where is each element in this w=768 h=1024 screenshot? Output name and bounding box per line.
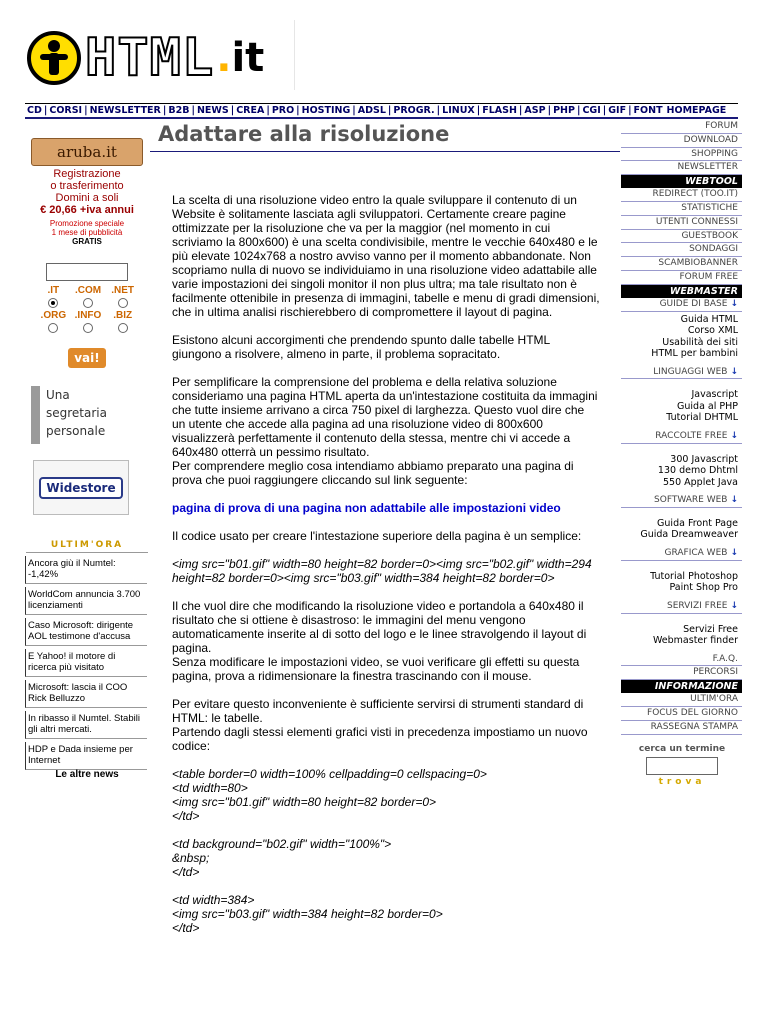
- nav-separator: |: [191, 105, 195, 116]
- article-body: [172, 193, 600, 949]
- nav-item[interactable]: CGI: [582, 105, 601, 116]
- tld-option[interactable]: .INFO: [71, 310, 106, 333]
- sidebar-link-group: [621, 312, 742, 366]
- news-item[interactable]: Ancora giù il Numtel: -1,42%: [25, 556, 147, 584]
- aruba-promo-2: 1 mese di pubblicità: [51, 228, 123, 238]
- radio-icon: [48, 298, 58, 308]
- nav-item[interactable]: HOSTING: [301, 105, 351, 116]
- aruba-line-2: o trasferimento: [50, 180, 124, 193]
- sidebar-link-group: [621, 622, 742, 653]
- secretaria-line: personale: [46, 424, 106, 438]
- nav-separator: |: [436, 105, 441, 116]
- nav-item[interactable]: ASP: [524, 105, 546, 116]
- ultimora-heading: ULTIM'ORA: [26, 540, 148, 553]
- search-label: cerca un termine: [638, 744, 726, 754]
- sidebar-dropdown-grafica[interactable]: GRAFICA WEB ↓: [621, 547, 742, 561]
- sidebar-link-group: [621, 387, 742, 430]
- nav-item[interactable]: HOMEPAGE: [666, 105, 727, 116]
- nav-separator: |: [230, 105, 235, 116]
- nav-item[interactable]: NEWS: [196, 105, 229, 116]
- nav-item[interactable]: PHP: [553, 105, 575, 116]
- nav-separator: |: [547, 105, 552, 116]
- sidebar-link[interactable]: HTML per bambini: [651, 348, 738, 360]
- tld-options: [36, 285, 140, 333]
- paragraph: Esistono alcuni accorgimenti che prendendo spunto dalle tabelle HTML giungono a risolvere, almeno in parte, il problema sopracitato.: [172, 333, 550, 361]
- nav-separator: |: [602, 105, 607, 116]
- news-item[interactable]: In ribasso il Numtel. Stabili gli altri mercati.: [25, 711, 147, 739]
- secretaria-line: segretaria: [46, 406, 107, 420]
- radio-icon: [118, 298, 128, 308]
- aruba-logo-button[interactable]: aruba.it: [31, 138, 143, 166]
- logo-text: HTML: [85, 28, 215, 88]
- radio-icon: [118, 323, 128, 333]
- vai-button[interactable]: vai!: [68, 348, 106, 368]
- right-sidebar: [621, 120, 742, 735]
- sidebar-link[interactable]: 130 demo Dhtml: [657, 465, 738, 477]
- sidebar-dropdown-software[interactable]: SOFTWARE WEB ↓: [621, 494, 742, 508]
- radio-icon: [83, 298, 93, 308]
- widestore-logo: Widestore: [39, 477, 122, 499]
- nav-separator: |: [352, 105, 356, 116]
- news-item[interactable]: E Yahoo! il motore di ricerca più visitato: [25, 649, 147, 677]
- aruba-promo-1: Promozione speciale: [49, 219, 125, 229]
- arrow-down-icon: ↓: [730, 600, 738, 611]
- nav-item[interactable]: B2B: [168, 105, 190, 116]
- nav-separator: |: [628, 105, 632, 116]
- aruba-price: € 20,66 +iva annui: [40, 204, 134, 217]
- sidebar-item[interactable]: FOCUS DEL GIORNO: [621, 707, 742, 721]
- section-heading-webtool: WEBTOOL: [621, 175, 742, 188]
- news-item[interactable]: Microsoft: lascia il COO Rick Belluzzo: [25, 680, 147, 708]
- code-block: <table border=0 width=100% cellpadding=0 cellspacing=0> <td width=80> <img src="b01.gif" width=80 height=82 border=0> </td>: [172, 767, 487, 823]
- sidebar-item[interactable]: STATISTICHE: [621, 202, 742, 216]
- search-input[interactable]: [646, 757, 718, 775]
- sidebar-item[interactable]: SONDAGGI: [621, 243, 742, 257]
- aruba-line-3: Domini a soli: [55, 192, 119, 205]
- tld-option[interactable]: .IT: [36, 285, 71, 308]
- section-heading-informazione: INFORMAZIONE: [621, 680, 742, 693]
- sidebar-item[interactable]: F.A.Q.: [621, 653, 742, 667]
- sidebar-item[interactable]: UTENTI CONNESSI: [621, 216, 742, 230]
- more-news-link[interactable]: Le altre news: [55, 769, 119, 780]
- arrow-down-icon: ↓: [730, 495, 738, 506]
- secretaria-line: Una: [46, 388, 70, 402]
- aruba-gratis: GRATIS: [72, 236, 102, 246]
- nav-separator: |: [43, 105, 48, 116]
- site-logo[interactable]: [27, 22, 295, 94]
- arrow-down-icon: ↓: [730, 366, 738, 377]
- sidebar-link[interactable]: Paint Shop Pro: [669, 582, 738, 594]
- nav-separator: |: [476, 105, 481, 116]
- news-item[interactable]: Caso Microsoft: dirigente AOL testimone d'accusa: [25, 618, 147, 646]
- sidebar-item[interactable]: PERCORSI: [621, 666, 742, 680]
- news-item[interactable]: WorldCom annuncia 3.700 licenziamenti: [25, 587, 147, 615]
- nav-item[interactable]: FONT: [633, 105, 663, 116]
- top-navigation: [25, 103, 738, 119]
- sidebar-link[interactable]: Usabilità dei siti: [662, 336, 738, 348]
- sidebar-item[interactable]: FORUM FREE: [621, 271, 742, 285]
- radio-icon: [48, 323, 58, 333]
- nav-separator: |: [162, 105, 167, 116]
- paragraph: Per semplificare la comprensione del problema e della relativa soluzione consideriamo una pagina HTML aperta da un'intestazione costituita da immagini che tutte insieme arrivano a circa 750 pixel di larghezza. Questo vuol dire che un utente che accede alla pagina ad una risoluzione video di 800x600 visualizzerà perfettamente il contenuto della stessa, mentre chi vi accede a 640x480 otterrà un pessimo risultato. Per comprendere meglio cosa intendiamo abbiamo preparato una pagina di prova che puoi raggiungere cliccando sul link seguente:: [172, 375, 598, 487]
- sidebar-item[interactable]: NEWSLETTER: [621, 161, 742, 175]
- sidebar-item[interactable]: SCAMBIOBANNER: [621, 257, 742, 271]
- arrow-down-icon: ↓: [730, 430, 738, 441]
- arrow-down-icon: ↓: [730, 298, 738, 309]
- sidebar-item[interactable]: REDIRECT (TOO.IT): [621, 188, 742, 202]
- sidebar-item[interactable]: DOWNLOAD: [621, 134, 742, 148]
- nav-separator: |: [84, 105, 88, 116]
- arrow-down-icon: ↓: [730, 547, 738, 558]
- section-heading-webmaster: WEBMASTER: [621, 285, 742, 298]
- nav-separator: |: [576, 105, 581, 116]
- paragraph: Il codice usato per creare l'intestazione superiore della pagina è un semplice:: [172, 529, 582, 543]
- office-stripe: [31, 386, 40, 444]
- aruba-promo[interactable]: [25, 168, 149, 247]
- sidebar-link[interactable]: 300 Javascript: [670, 453, 738, 465]
- nav-item[interactable]: CORSI: [49, 105, 83, 116]
- page-title: Adattare alla risoluzione: [158, 122, 450, 146]
- sidebar-link[interactable]: Guida Dreamweaver: [640, 529, 738, 541]
- sidebar-dropdown-linguaggi[interactable]: LINGUAGGI WEB ↓: [621, 366, 742, 380]
- code-block: <td background="b02.gif" width="100%"> &nbsp; </td>: [172, 837, 392, 879]
- sidebar-item[interactable]: FORUM: [621, 120, 742, 134]
- nav-item[interactable]: CREA: [236, 105, 265, 116]
- sidebar-link-group: [621, 516, 742, 547]
- sidebar-link[interactable]: Webmaster finder: [652, 635, 738, 647]
- aruba-line-1: Registrazione: [53, 168, 121, 180]
- code-block: <td width=384> <img src="b03.gif" width=384 height=82 border=0> </td>: [172, 893, 443, 935]
- nav-separator: |: [296, 105, 300, 116]
- title-divider: [150, 151, 620, 152]
- nav-item[interactable]: CD: [27, 105, 42, 116]
- nav-separator: |: [266, 105, 270, 116]
- search-button[interactable]: trova: [658, 777, 706, 787]
- sidebar-link-group: [621, 569, 742, 600]
- test-page-link[interactable]: pagina di prova di una pagina non adattabile alle impostazioni video: [172, 501, 561, 515]
- tld-option[interactable]: .COM: [71, 285, 106, 308]
- nav-item[interactable]: PRO: [271, 105, 295, 116]
- tld-option[interactable]: .NET: [105, 285, 140, 308]
- nav-item[interactable]: GIF: [608, 105, 627, 116]
- sidebar-link[interactable]: Tutorial Photoshop: [650, 570, 738, 582]
- sidebar-link[interactable]: 550 Applet Java: [662, 476, 738, 488]
- sidebar-item[interactable]: ULTIM'ORA: [621, 693, 742, 707]
- paragraph: Il che vuol dire che modificando la risoluzione video e portandola a 640x480 il risultato che si ottiene è disastroso: le immagini del menu vengono automaticamente inserite al di sotto del logo e le linee stravolgendo il layout di pagina. Senza modificare le impostazioni video, se vuoi verificare gli effetti su questa pagina, prova a ridimensionare la finestra trascinando con il mouse.: [172, 599, 587, 683]
- nav-separator: |: [387, 105, 392, 116]
- secretaria-banner[interactable]: [31, 386, 127, 444]
- radio-icon: [83, 323, 93, 333]
- nav-item[interactable]: FLASH: [482, 105, 517, 116]
- sidebar-item[interactable]: RASSEGNA STAMPA: [621, 721, 742, 735]
- code-block: <img src="b01.gif" width=80 height=82 border=0><img src="b02.gif" width=294 height=82 border=0><img src="b03.gif" width=384 height=82 border=0>: [172, 557, 592, 585]
- paragraph: Per evitare questo inconveniente è sufficiente servirsi di strumenti standard di HTML: le tabelle. Partendo dagli stessi elementi grafici visti in precedenza impostiamo un nuovo codice:: [172, 697, 588, 753]
- header-divider: [294, 20, 295, 90]
- sidebar-link-group: [621, 452, 742, 495]
- nav-item[interactable]: ADSL: [357, 105, 386, 116]
- news-list: [25, 556, 147, 773]
- sidebar-link[interactable]: Javascript: [691, 389, 738, 401]
- sidebar-item[interactable]: SHOPPING: [621, 148, 742, 162]
- sidebar-link[interactable]: Tutorial DHTML: [666, 412, 738, 424]
- domain-input[interactable]: [46, 263, 128, 281]
- nav-item[interactable]: PROGR.: [393, 105, 435, 116]
- sidebar-dropdown-servizi[interactable]: SERVIZI FREE ↓: [621, 600, 742, 614]
- sidebar-link[interactable]: Servizi Free: [683, 623, 738, 635]
- sidebar-item[interactable]: GUESTBOOK: [621, 230, 742, 244]
- tld-option[interactable]: .ORG: [36, 310, 71, 333]
- sidebar-link[interactable]: Guida al PHP: [677, 400, 738, 412]
- logo-suffix: .it: [216, 35, 265, 81]
- sidebar-dropdown-raccolte[interactable]: RACCOLTE FREE ↓: [621, 430, 742, 444]
- sidebar-link[interactable]: Corso XML: [687, 325, 738, 337]
- sidebar-dropdown-guide-base[interactable]: GUIDE DI BASE ↓: [621, 298, 742, 312]
- sidebar-link[interactable]: Guida Front Page: [657, 517, 738, 529]
- nav-item[interactable]: NEWSLETTER: [89, 105, 161, 116]
- paragraph: La scelta di una risoluzione video entro la quale sviluppare il contenuto di un Website è solitamente lasciata agli sviluppatori. Certamente creare pagine ottimizzate per la risoluzione che va per la maggior (nel momento in cui scriviamo la 800x600) è una scelta condivisibile, mentre le vecchie 640x480 e le più elevate 1024x768 a nostro avviso vanno per il momento abbandonate. Non scopriamo nulla di nuovo se individuiamo in una risoluzione video adattabile alle varie impostazioni dei singoli monitor il non plus ultra; ma tale risultato non è facilmente ottenibile in presenza di immagini, tabelle e menu di gradi dimensioni, che in ultima analisi rischierebbero di compromettere il layout di pagina.: [172, 193, 600, 319]
- news-item[interactable]: HDP e Dada insieme per Internet: [25, 742, 147, 770]
- tld-option[interactable]: .BIZ: [105, 310, 140, 333]
- nav-item[interactable]: LINUX: [442, 105, 475, 116]
- widestore-banner[interactable]: [33, 460, 129, 515]
- nav-separator: |: [518, 105, 523, 116]
- sidebar-link[interactable]: Guida HTML: [680, 313, 738, 325]
- logo-man-icon: [27, 31, 81, 85]
